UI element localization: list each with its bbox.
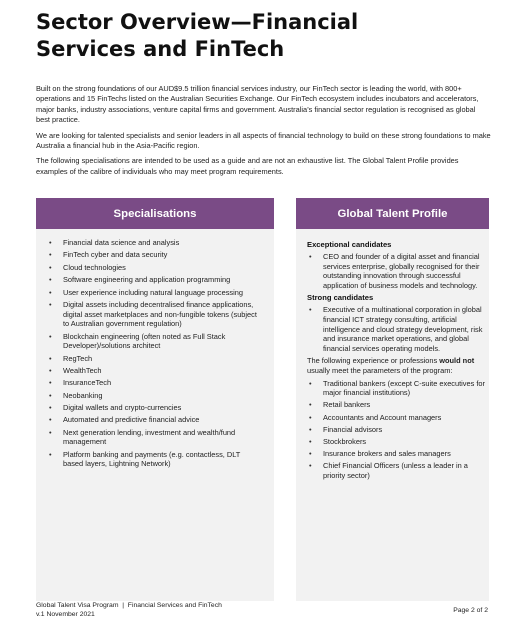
strong-list — [323, 305, 485, 353]
title-line-1: Sector Overview—Financial — [36, 10, 359, 34]
list-item: • Retail bankers — [323, 400, 485, 410]
list-item: • Financial advisors — [323, 425, 485, 435]
list-item: • InsuranceTech — [63, 378, 261, 388]
list-item: • Neobanking — [63, 391, 261, 401]
list-item: • RegTech — [63, 354, 261, 364]
list-item: • Financial data science and analysis — [63, 238, 261, 248]
global-talent-header: Global Talent Profile — [296, 198, 489, 229]
page-number: Page 2 of 2 — [453, 607, 488, 614]
list-item: • Executive of a multinational corporation in global financial ICT strategy consulting, artificial intelligence and cloud strategy development, risk and insurance market operations, and global financial services operating models. — [323, 305, 485, 353]
footer-program-line: Global Talent Visa Program | Financial Services and FinTech — [36, 602, 222, 609]
intro-paragraph-2: We are looking for talented specialists and senior leaders in all aspects of financial technology to build on these strong foundations to make Australia a financial hub in the Asia-Pacific region. — [36, 130, 491, 151]
global-talent-panel — [296, 229, 489, 601]
list-item: • Platform banking and payments (e.g. contactless, DLT based layers, Lightning Network) — [63, 450, 261, 469]
intro-section — [36, 84, 491, 182]
list-item: • Traditional bankers (except C-suite executives for major financial institutions) — [323, 379, 485, 398]
intro-paragraph-1: Built on the strong foundations of our AUD$9.5 trillion financial services industry, our FinTech sector is leading the world, with 800+ operations and 15 FinTechs listed on the Australian Securities Exchange. Our FinTech ecosystem includes incubators and accelerators, major banks, industry associations, venture capital firms and government. Australia’s financial sector regulation is recognised as global best practice. — [36, 84, 479, 125]
list-item: • Software engineering and application programming — [63, 275, 261, 285]
list-item: • Cloud technologies — [63, 263, 261, 273]
footer-version: v.1 November 2021 — [36, 611, 95, 618]
list-item: • FinTech cyber and data security — [63, 250, 261, 260]
intro-paragraph-3: The following specialisations are intended to be used as a guide and are not an exhaustive list. The Global Talent Profile provides examples of the calibre of individuals who may meet program requirements. — [36, 156, 459, 176]
exceptional-heading: Exceptional candidates — [307, 240, 392, 249]
strong-heading: Strong candidates — [307, 293, 374, 303]
global-talent-content — [307, 240, 485, 483]
list-item: • Accountants and Account managers — [323, 413, 485, 423]
specialisations-header: Specialisations — [36, 198, 274, 229]
note-text-after: usually meet the parameters of the program: — [307, 365, 453, 375]
page-title — [36, 9, 496, 63]
list-item: • User experience including natural language processing — [63, 288, 261, 298]
specialisations-list — [63, 238, 261, 472]
note-text-before: The following experience or professions — [307, 356, 440, 366]
list-item: • Stockbrokers — [323, 437, 485, 447]
list-item: • Insurance brokers and sales managers — [323, 449, 485, 459]
specialisations-panel — [36, 229, 274, 601]
not-eligible-list — [323, 379, 485, 481]
list-item: • Digital wallets and crypto-currencies — [63, 403, 261, 413]
list-item: • WealthTech — [63, 366, 261, 376]
list-item: • Blockchain engineering (often noted as Full Stack Developer)/solutions architect — [63, 332, 261, 351]
list-item: • Automated and predictive financial advice — [63, 415, 261, 425]
list-item: • Digital assets including decentralised finance applications, digital asset marketplaces and non-fungible tokens (subject to Australian government regulation) — [63, 300, 261, 329]
note-emphasis: would not — [439, 356, 475, 366]
exceptional-list — [323, 252, 485, 290]
list-item: • Chief Financial Officers (unless a leader in a priority sector) — [323, 461, 485, 480]
title-line-2: Services and FinTech — [36, 37, 285, 61]
footer — [36, 601, 222, 619]
list-item: • CEO and founder of a digital asset and financial services enterprise, globally recognised for their outstanding innovation through successful application of business models and technology. — [323, 252, 485, 290]
not-eligible-note — [307, 356, 485, 375]
list-item: • Next generation lending, investment and wealth/fund management — [63, 428, 261, 447]
